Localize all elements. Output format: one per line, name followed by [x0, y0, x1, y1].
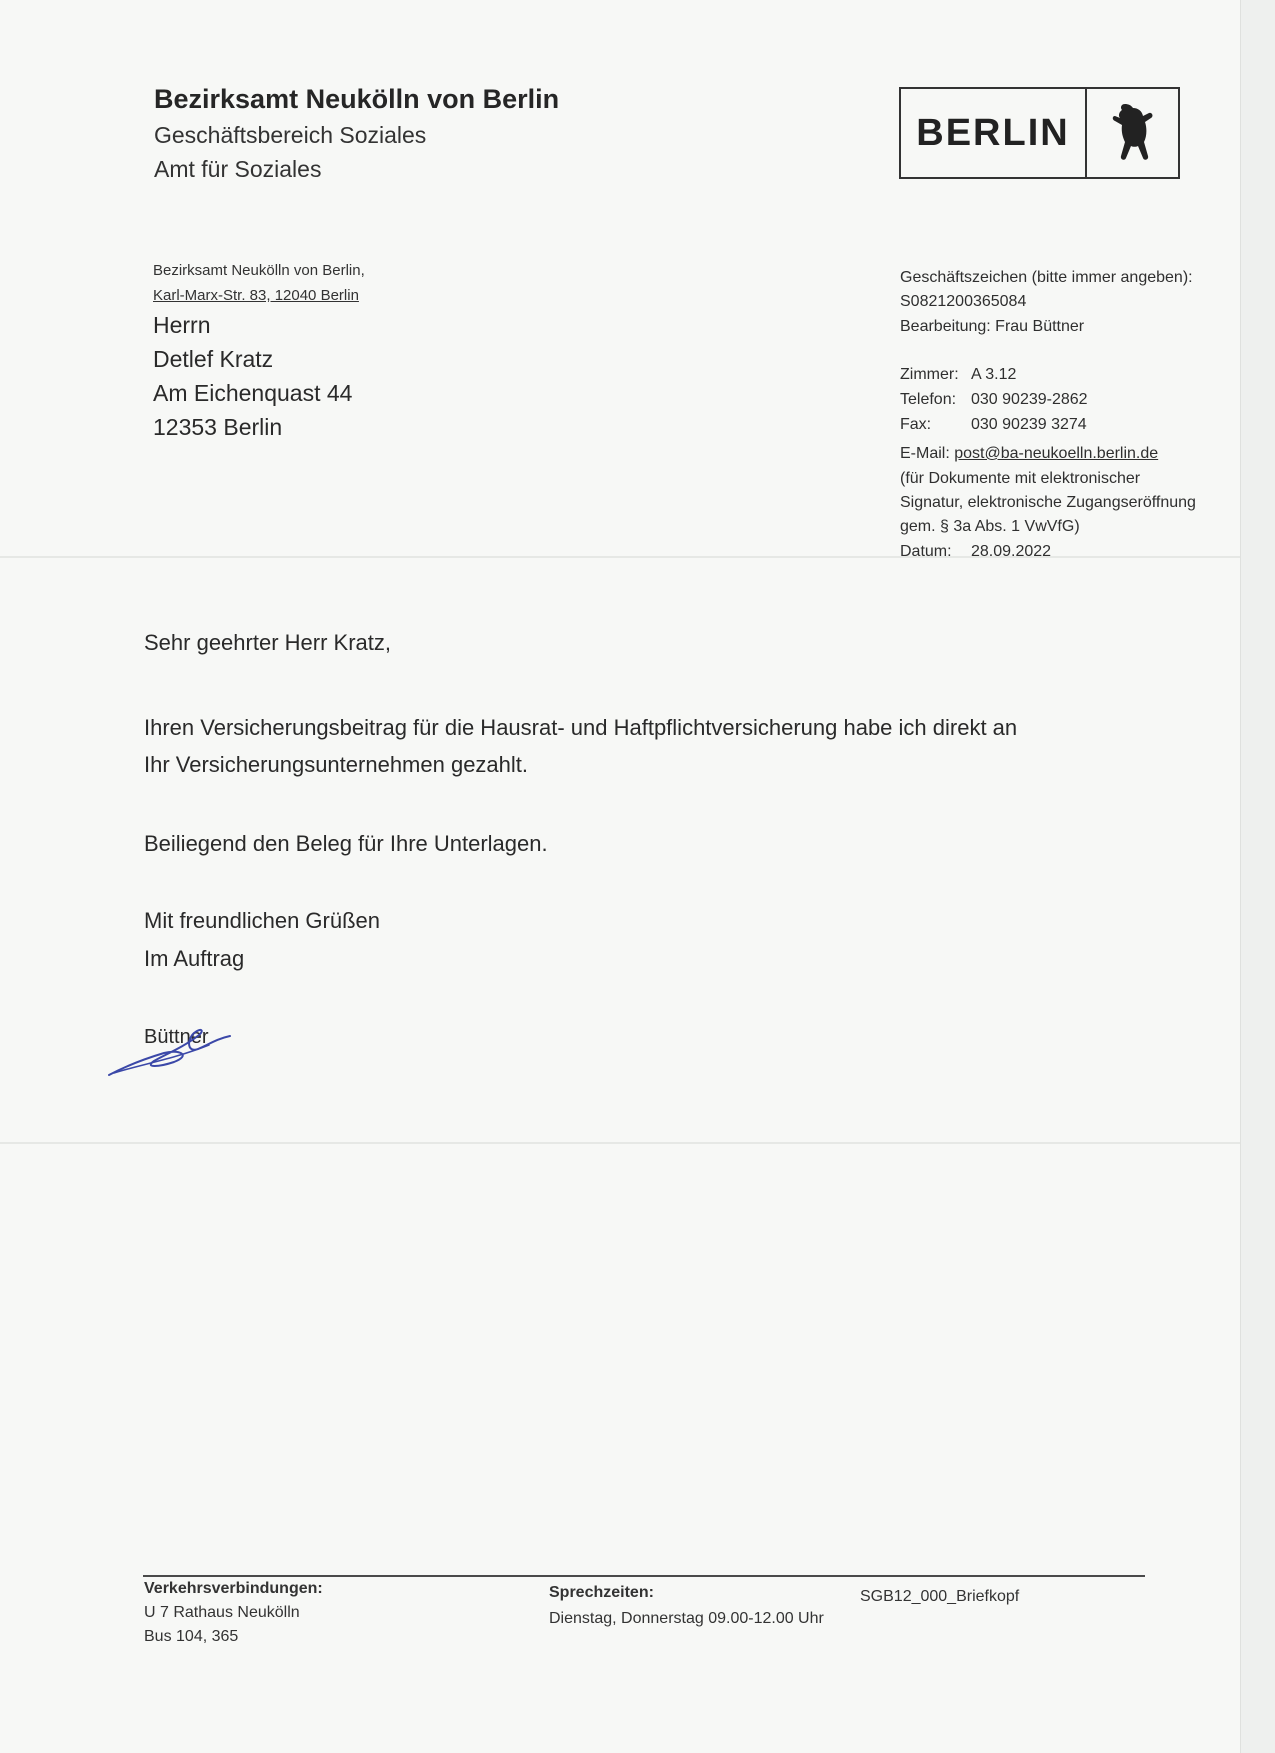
fax-label: Fax:	[900, 416, 932, 433]
phone-value: 030 90239-2862	[971, 391, 1088, 408]
transport-line: Bus 104, 365	[144, 1628, 239, 1645]
email-note: gem. § 3a Abs. 1 VwVfG)	[900, 518, 1080, 535]
closing: Mit freundlichen Grüßen	[144, 908, 380, 933]
room-label: Zimmer:	[900, 366, 959, 383]
transport-line: U 7 Rathaus Neukölln	[144, 1604, 300, 1621]
recipient-name: Detlef Kratz	[153, 346, 274, 372]
org-name: Bezirksamt Neukölln von Berlin	[154, 84, 560, 114]
berlin-logo	[899, 87, 1180, 179]
footer-divider	[143, 1575, 1145, 1577]
berlin-bear-icon	[1087, 89, 1178, 177]
sender-line: Bezirksamt Neukölln von Berlin,	[153, 262, 365, 279]
recipient-salutation: Herrn	[153, 312, 211, 338]
template-code: SGB12_000_Briefkopf	[860, 1588, 1020, 1605]
room-value: A 3.12	[971, 366, 1017, 383]
email-note: (für Dokumente mit elektronischer	[900, 470, 1141, 487]
email-label: E-Mail:	[900, 445, 950, 462]
org-division: Geschäftsbereich Soziales	[154, 122, 427, 148]
sender-address: Karl-Marx-Str. 83, 12040 Berlin	[153, 287, 359, 304]
body-paragraph: Ihren Versicherungsbeitrag für die Hausrat- und Haftpflichtversicherung habe ich direkt an	[144, 715, 1018, 740]
email-link[interactable]: post@ba-neukoelln.berlin.de	[954, 445, 1159, 462]
hours-line: Dienstag, Donnerstag 09.00-12.00 Uhr	[549, 1610, 824, 1627]
transport-title: Verkehrsverbindungen:	[144, 1580, 323, 1597]
paper-fold	[0, 556, 1240, 558]
body-paragraph: Beiliegend den Beleg für Ihre Unterlagen.	[144, 831, 548, 856]
handwritten-signature	[104, 1015, 234, 1080]
reference-number: S0821200365084	[900, 293, 1027, 310]
fax-value: 030 90239 3274	[971, 416, 1087, 433]
email-note: Signatur, elektronische Zugangseröffnung	[900, 494, 1196, 511]
recipient-street: Am Eichenquast 44	[153, 380, 353, 406]
body-paragraph: Ihr Versicherungsunternehmen gezahlt.	[144, 752, 529, 777]
date-label: Datum:	[900, 543, 952, 560]
org-office: Amt für Soziales	[154, 156, 322, 182]
paper-fold	[0, 1142, 1240, 1144]
hours-title: Sprechzeiten:	[549, 1584, 654, 1601]
on-behalf: Im Auftrag	[144, 946, 245, 971]
date-value: 28.09.2022	[971, 543, 1052, 560]
recipient-city: 12353 Berlin	[153, 414, 283, 440]
logo-text: BERLIN	[901, 89, 1087, 177]
reference-label: Geschäftszeichen (bitte immer angeben):	[900, 269, 1193, 286]
handler: Bearbeitung: Frau Büttner	[900, 318, 1085, 335]
phone-label: Telefon:	[900, 391, 957, 408]
greeting: Sehr geehrter Herr Kratz,	[144, 630, 391, 655]
signer-name: Büttner	[144, 1026, 209, 1048]
email-row	[900, 445, 1158, 463]
